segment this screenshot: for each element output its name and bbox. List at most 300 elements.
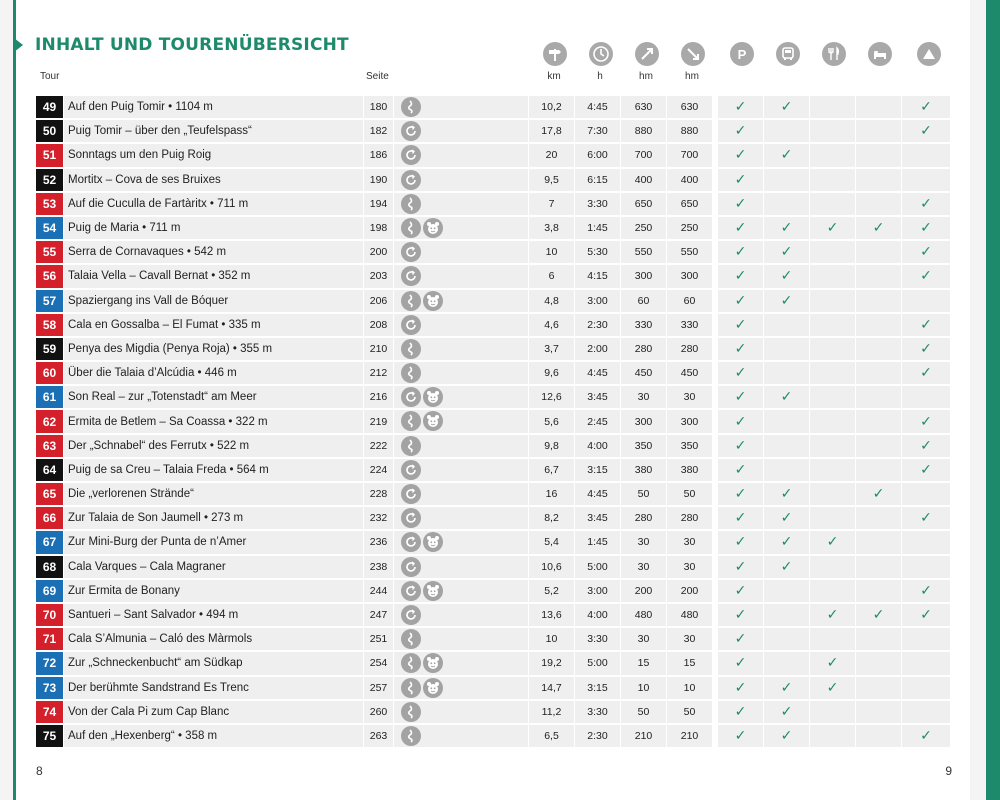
tour-h-value: 5:00 (575, 652, 620, 674)
table-row (36, 313, 950, 337)
tour-bus-cell (764, 580, 809, 602)
check-icon: ✓ (734, 99, 747, 116)
tour-down-value: 330 (667, 314, 712, 336)
tour-down-value: 630 (667, 96, 712, 118)
tour-restaurant-cell (810, 459, 855, 481)
tour-page-number: 212 (364, 362, 393, 384)
loop-trail-icon (401, 170, 421, 190)
tour-down-value: 50 (667, 483, 712, 505)
tour-category-icons (394, 725, 528, 747)
tour-km-value: 10 (529, 628, 574, 650)
tour-name: Der berühmte Sandstrand Es Trenc (68, 681, 249, 694)
table-row (36, 724, 950, 748)
title-block (14, 34, 349, 56)
tour-up-value: 880 (621, 120, 666, 142)
tour-restaurant-cell (810, 701, 855, 723)
check-icon: ✓ (734, 486, 747, 503)
tour-parking-cell (718, 338, 763, 360)
table-row (36, 240, 950, 264)
tour-km-value: 10,6 (529, 556, 574, 578)
tour-number-badge: 69 (36, 580, 63, 602)
table-row (36, 168, 950, 192)
tour-number-badge: 51 (36, 144, 63, 166)
steep-trail-icon (401, 436, 421, 456)
tour-down-value: 350 (667, 435, 712, 457)
tour-name: Zur Mini-Burg der Punta de n’Amer (68, 536, 247, 549)
tour-parking-cell (718, 120, 763, 142)
loop-trail-icon (401, 387, 421, 407)
tour-number-badge: 60 (36, 362, 63, 384)
check-icon: ✓ (920, 365, 932, 382)
tour-parking-cell (718, 580, 763, 602)
tour-restaurant-cell (810, 96, 855, 118)
tour-km-value: 9,8 (529, 435, 574, 457)
check-icon: ✓ (826, 607, 839, 624)
tour-up-value: 210 (621, 725, 666, 747)
tour-number-badge: 75 (36, 725, 63, 747)
tour-name-cell (64, 290, 363, 312)
check-icon: ✓ (734, 413, 747, 430)
tour-restaurant-cell (810, 217, 855, 239)
tour-down-value: 880 (667, 120, 712, 142)
tour-up-value: 30 (621, 628, 666, 650)
check-icon: ✓ (734, 437, 747, 454)
tour-number-badge: 74 (36, 701, 63, 723)
check-icon: ✓ (920, 340, 932, 357)
tour-summit-cell (902, 265, 950, 287)
tour-restaurant-cell (810, 604, 855, 626)
check-icon: ✓ (872, 220, 885, 237)
check-icon: ✓ (734, 655, 747, 672)
tour-number-badge: 67 (36, 531, 63, 553)
steep-trail-icon (401, 411, 421, 431)
tour-bus-cell (764, 144, 809, 166)
check-icon: ✓ (734, 607, 747, 624)
tour-restaurant-cell (810, 435, 855, 457)
check-icon: ✓ (872, 486, 885, 503)
tour-summit-cell (902, 193, 950, 215)
tour-name-cell (64, 652, 363, 674)
tour-number-badge: 50 (36, 120, 63, 142)
tour-page-number: 210 (364, 338, 393, 360)
tour-bus-cell (764, 652, 809, 674)
tour-bus-cell (764, 677, 809, 699)
tour-name: Zur Talaia de Son Jaumell • 273 m (68, 512, 244, 525)
tour-parking-cell (718, 604, 763, 626)
unit-h: h (597, 71, 603, 82)
tour-summit-cell (902, 701, 950, 723)
tour-name: Puig Tomir – über den „Teufelspass“ (68, 125, 252, 138)
check-icon: ✓ (920, 510, 932, 527)
tour-page-number: 186 (364, 144, 393, 166)
tour-bus-cell (764, 193, 809, 215)
tour-parking-cell (718, 652, 763, 674)
tour-summit-cell (902, 435, 950, 457)
tour-restaurant-cell (810, 241, 855, 263)
tour-up-value: 60 (621, 290, 666, 312)
tour-up-value: 15 (621, 652, 666, 674)
tour-name-cell (64, 169, 363, 191)
tour-page-number: 200 (364, 241, 393, 263)
tour-accommodation-cell (856, 531, 901, 553)
tour-up-value: 630 (621, 96, 666, 118)
tour-parking-cell (718, 677, 763, 699)
tour-number-badge: 55 (36, 241, 63, 263)
tour-h-value: 4:45 (575, 362, 620, 384)
check-icon: ✓ (920, 244, 932, 261)
check-icon: ✓ (734, 244, 747, 261)
tour-category-icons (394, 580, 528, 602)
tour-km-value: 5,6 (529, 410, 574, 432)
tour-name: Serra de Cornavaques • 542 m (68, 246, 227, 259)
tour-name-cell (64, 459, 363, 481)
tour-name: Auf den „Hexenberg“ • 358 m (68, 729, 218, 742)
tour-km-value: 4,8 (529, 290, 574, 312)
tour-category-icons (394, 386, 528, 408)
check-icon: ✓ (920, 316, 932, 333)
tour-summit-cell (902, 217, 950, 239)
check-icon: ✓ (920, 437, 932, 454)
tour-bus-cell (764, 556, 809, 578)
parking-icon: P (730, 42, 754, 66)
unit-km: km (547, 71, 561, 82)
tour-parking-cell (718, 386, 763, 408)
check-icon: ✓ (734, 461, 747, 478)
tour-category-icons (394, 531, 528, 553)
table-row (36, 216, 950, 240)
check-icon: ✓ (780, 292, 793, 309)
tour-number-badge: 61 (36, 386, 63, 408)
tour-page-number: 222 (364, 435, 393, 457)
tour-parking-cell (718, 410, 763, 432)
right-page-edge (986, 0, 1000, 800)
check-icon: ✓ (734, 558, 747, 575)
tour-down-value: 210 (667, 725, 712, 747)
loop-trail-icon (401, 121, 421, 141)
tour-parking-cell (718, 241, 763, 263)
tour-h-value: 3:45 (575, 507, 620, 529)
tour-category-icons (394, 677, 528, 699)
tour-name: Die „verlorenen Strände“ (68, 488, 194, 501)
steep-trail-icon (401, 653, 421, 673)
tour-down-value: 550 (667, 241, 712, 263)
tour-bus-cell (764, 507, 809, 529)
clock-icon (589, 42, 613, 66)
tour-h-value: 4:45 (575, 483, 620, 505)
tour-up-value: 300 (621, 410, 666, 432)
tour-name: Auf den Puig Tomir • 1104 m (68, 101, 213, 114)
tour-down-value: 30 (667, 628, 712, 650)
page-title: INHALT UND TOURENÜBERSICHT (35, 35, 349, 55)
tour-summit-cell (902, 96, 950, 118)
check-icon: ✓ (780, 486, 793, 503)
tour-summit-cell (902, 314, 950, 336)
tour-km-value: 10 (529, 241, 574, 263)
tour-bus-cell (764, 410, 809, 432)
tour-accommodation-cell (856, 556, 901, 578)
tour-category-icons (394, 652, 528, 674)
family-friendly-icon (423, 291, 443, 311)
tour-parking-cell (718, 556, 763, 578)
tour-parking-cell (718, 459, 763, 481)
tour-h-value: 3:00 (575, 580, 620, 602)
tour-h-value: 3:30 (575, 193, 620, 215)
check-icon: ✓ (734, 582, 747, 599)
tour-down-value: 450 (667, 362, 712, 384)
tour-name-cell (64, 677, 363, 699)
tour-bus-cell (764, 338, 809, 360)
descent-icon (681, 42, 705, 66)
check-icon: ✓ (920, 582, 932, 599)
loop-trail-icon (401, 484, 421, 504)
tour-page-number: 219 (364, 410, 393, 432)
tour-name: Von der Cala Pi zum Cap Blanc (68, 705, 230, 718)
tour-down-value: 200 (667, 580, 712, 602)
tour-h-value: 2:30 (575, 314, 620, 336)
tour-accommodation-cell (856, 701, 901, 723)
tour-summit-cell (902, 531, 950, 553)
tour-h-value: 3:00 (575, 290, 620, 312)
tour-accommodation-cell (856, 677, 901, 699)
tour-accommodation-cell (856, 362, 901, 384)
tour-restaurant-cell (810, 193, 855, 215)
check-icon: ✓ (780, 147, 793, 164)
check-icon: ✓ (780, 389, 793, 406)
table-row (36, 409, 950, 433)
tour-accommodation-cell (856, 459, 901, 481)
tour-name: Puig de Maria • 711 m (68, 222, 181, 235)
tour-restaurant-cell (810, 556, 855, 578)
tour-name: Penya des Migdia (Penya Roja) • 355 m (68, 342, 273, 355)
tour-up-value: 50 (621, 701, 666, 723)
tour-down-value: 15 (667, 652, 712, 674)
check-icon: ✓ (734, 534, 747, 551)
check-icon: ✓ (872, 607, 885, 624)
tour-name-cell (64, 265, 363, 287)
tour-category-icons (394, 701, 528, 723)
tour-page-number: 263 (364, 725, 393, 747)
tour-up-value: 350 (621, 435, 666, 457)
tour-up-value: 280 (621, 338, 666, 360)
tour-h-value: 1:45 (575, 217, 620, 239)
tour-h-value: 3:30 (575, 628, 620, 650)
tour-restaurant-cell (810, 531, 855, 553)
tour-bus-cell (764, 314, 809, 336)
tour-name-cell (64, 410, 363, 432)
loop-trail-icon (401, 145, 421, 165)
tour-summit-cell (902, 652, 950, 674)
tour-km-value: 20 (529, 144, 574, 166)
tour-number-badge: 70 (36, 604, 63, 626)
tour-km-value: 3,8 (529, 217, 574, 239)
tour-restaurant-cell (810, 338, 855, 360)
tour-up-value: 480 (621, 604, 666, 626)
tour-category-icons (394, 604, 528, 626)
tour-summit-cell (902, 290, 950, 312)
tour-name: Cala Varques – Cala Magraner (68, 560, 226, 573)
tour-up-value: 30 (621, 556, 666, 578)
tour-parking-cell (718, 265, 763, 287)
table-row (36, 555, 950, 579)
tour-restaurant-cell (810, 120, 855, 142)
tour-h-value: 4:00 (575, 604, 620, 626)
check-icon: ✓ (826, 534, 839, 551)
tour-summit-cell (902, 556, 950, 578)
tour-name: Cala S’Almunia – Caló des Màrmols (68, 633, 253, 646)
tour-name-cell (64, 241, 363, 263)
tour-km-value: 5,4 (529, 531, 574, 553)
tour-restaurant-cell (810, 314, 855, 336)
family-friendly-icon (423, 411, 443, 431)
tour-h-value: 6:15 (575, 169, 620, 191)
tour-page-number: 198 (364, 217, 393, 239)
tour-name: Spaziergang ins Vall de Bóquer (68, 294, 229, 307)
check-icon: ✓ (920, 607, 932, 624)
tour-summit-cell (902, 507, 950, 529)
tour-down-value: 380 (667, 459, 712, 481)
tour-bus-cell (764, 120, 809, 142)
tour-accommodation-cell (856, 604, 901, 626)
tour-name-cell (64, 701, 363, 723)
tour-up-value: 400 (621, 169, 666, 191)
tour-down-value: 280 (667, 507, 712, 529)
tour-number-badge: 71 (36, 628, 63, 650)
steep-trail-icon (401, 218, 421, 238)
tour-accommodation-cell (856, 580, 901, 602)
tour-name: Son Real – zur „Totenstadt“ am Meer (68, 391, 257, 404)
tour-restaurant-cell (810, 362, 855, 384)
tour-number-badge: 49 (36, 96, 63, 118)
table-row (36, 603, 950, 627)
tour-restaurant-cell (810, 386, 855, 408)
check-icon: ✓ (780, 727, 793, 744)
tour-category-icons (394, 120, 528, 142)
tour-number-badge: 58 (36, 314, 63, 336)
check-icon: ✓ (734, 220, 747, 237)
tour-up-value: 30 (621, 386, 666, 408)
tour-h-value: 2:00 (575, 338, 620, 360)
tour-name-cell (64, 144, 363, 166)
tour-bus-cell (764, 169, 809, 191)
tour-bus-cell (764, 362, 809, 384)
tour-page-number: 203 (364, 265, 393, 287)
tour-restaurant-cell (810, 265, 855, 287)
tour-h-value: 3:15 (575, 677, 620, 699)
tour-h-value: 1:45 (575, 531, 620, 553)
check-icon: ✓ (826, 655, 839, 672)
tour-number-badge: 72 (36, 652, 63, 674)
steep-trail-icon (401, 339, 421, 359)
tour-accommodation-cell (856, 652, 901, 674)
tour-km-value: 8,2 (529, 507, 574, 529)
tour-summit-cell (902, 338, 950, 360)
tour-page-number: 238 (364, 556, 393, 578)
tour-restaurant-cell (810, 725, 855, 747)
tour-km-value: 4,6 (529, 314, 574, 336)
tour-name-cell (64, 556, 363, 578)
tour-summit-cell (902, 410, 950, 432)
tour-up-value: 380 (621, 459, 666, 481)
tour-summit-cell (902, 580, 950, 602)
tour-km-value: 6,5 (529, 725, 574, 747)
tour-up-value: 50 (621, 483, 666, 505)
tour-accommodation-cell (856, 265, 901, 287)
table-row (36, 119, 950, 143)
tour-km-value: 6,7 (529, 459, 574, 481)
tour-down-value: 300 (667, 265, 712, 287)
tour-down-value: 480 (667, 604, 712, 626)
tour-restaurant-cell (810, 580, 855, 602)
tour-h-value: 2:30 (575, 725, 620, 747)
tour-category-icons (394, 410, 528, 432)
tour-h-value: 3:15 (575, 459, 620, 481)
check-icon: ✓ (734, 631, 747, 648)
tour-km-value: 19,2 (529, 652, 574, 674)
tour-down-value: 280 (667, 338, 712, 360)
tour-name-cell (64, 604, 363, 626)
tour-h-value: 2:45 (575, 410, 620, 432)
tour-parking-cell (718, 96, 763, 118)
tour-name: Mortitx – Cova de ses Bruixes (68, 173, 221, 186)
tour-summit-cell (902, 459, 950, 481)
tour-accommodation-cell (856, 217, 901, 239)
steep-trail-icon (401, 678, 421, 698)
tour-name-cell (64, 338, 363, 360)
tour-bus-cell (764, 217, 809, 239)
tour-name-cell (64, 580, 363, 602)
table-row (36, 676, 950, 700)
check-icon: ✓ (734, 340, 747, 357)
tour-down-value: 50 (667, 701, 712, 723)
tour-up-value: 650 (621, 193, 666, 215)
tour-h-value: 3:45 (575, 386, 620, 408)
loop-trail-icon (401, 460, 421, 480)
check-icon: ✓ (734, 123, 747, 140)
tour-km-value: 10,2 (529, 96, 574, 118)
tour-down-value: 400 (667, 169, 712, 191)
check-icon: ✓ (780, 703, 793, 720)
tour-bus-cell (764, 435, 809, 457)
tour-summit-cell (902, 725, 950, 747)
tour-name: Zur „Schneckenbucht“ am Südkap (68, 657, 243, 670)
tour-down-value: 10 (667, 677, 712, 699)
tour-page-number: 232 (364, 507, 393, 529)
unit-hm-down: hm (685, 71, 699, 82)
tour-accommodation-cell (856, 169, 901, 191)
steep-trail-icon (401, 194, 421, 214)
check-icon: ✓ (920, 461, 932, 478)
family-friendly-icon (423, 653, 443, 673)
tour-parking-cell (718, 701, 763, 723)
table-row (36, 192, 950, 216)
tour-km-value: 3,7 (529, 338, 574, 360)
check-icon: ✓ (780, 268, 793, 285)
tour-name-cell (64, 362, 363, 384)
accommodation-icon (868, 42, 892, 66)
check-icon: ✓ (780, 244, 793, 261)
table-row (36, 385, 950, 409)
tour-number-badge: 65 (36, 483, 63, 505)
tour-page-number: 254 (364, 652, 393, 674)
tour-summit-cell (902, 362, 950, 384)
family-friendly-icon (423, 218, 443, 238)
tour-category-icons (394, 96, 528, 118)
check-icon: ✓ (734, 727, 747, 744)
tour-accommodation-cell (856, 725, 901, 747)
left-page-edge (0, 0, 16, 800)
tour-name: Santueri – Sant Salvador • 494 m (68, 609, 239, 622)
tour-parking-cell (718, 507, 763, 529)
